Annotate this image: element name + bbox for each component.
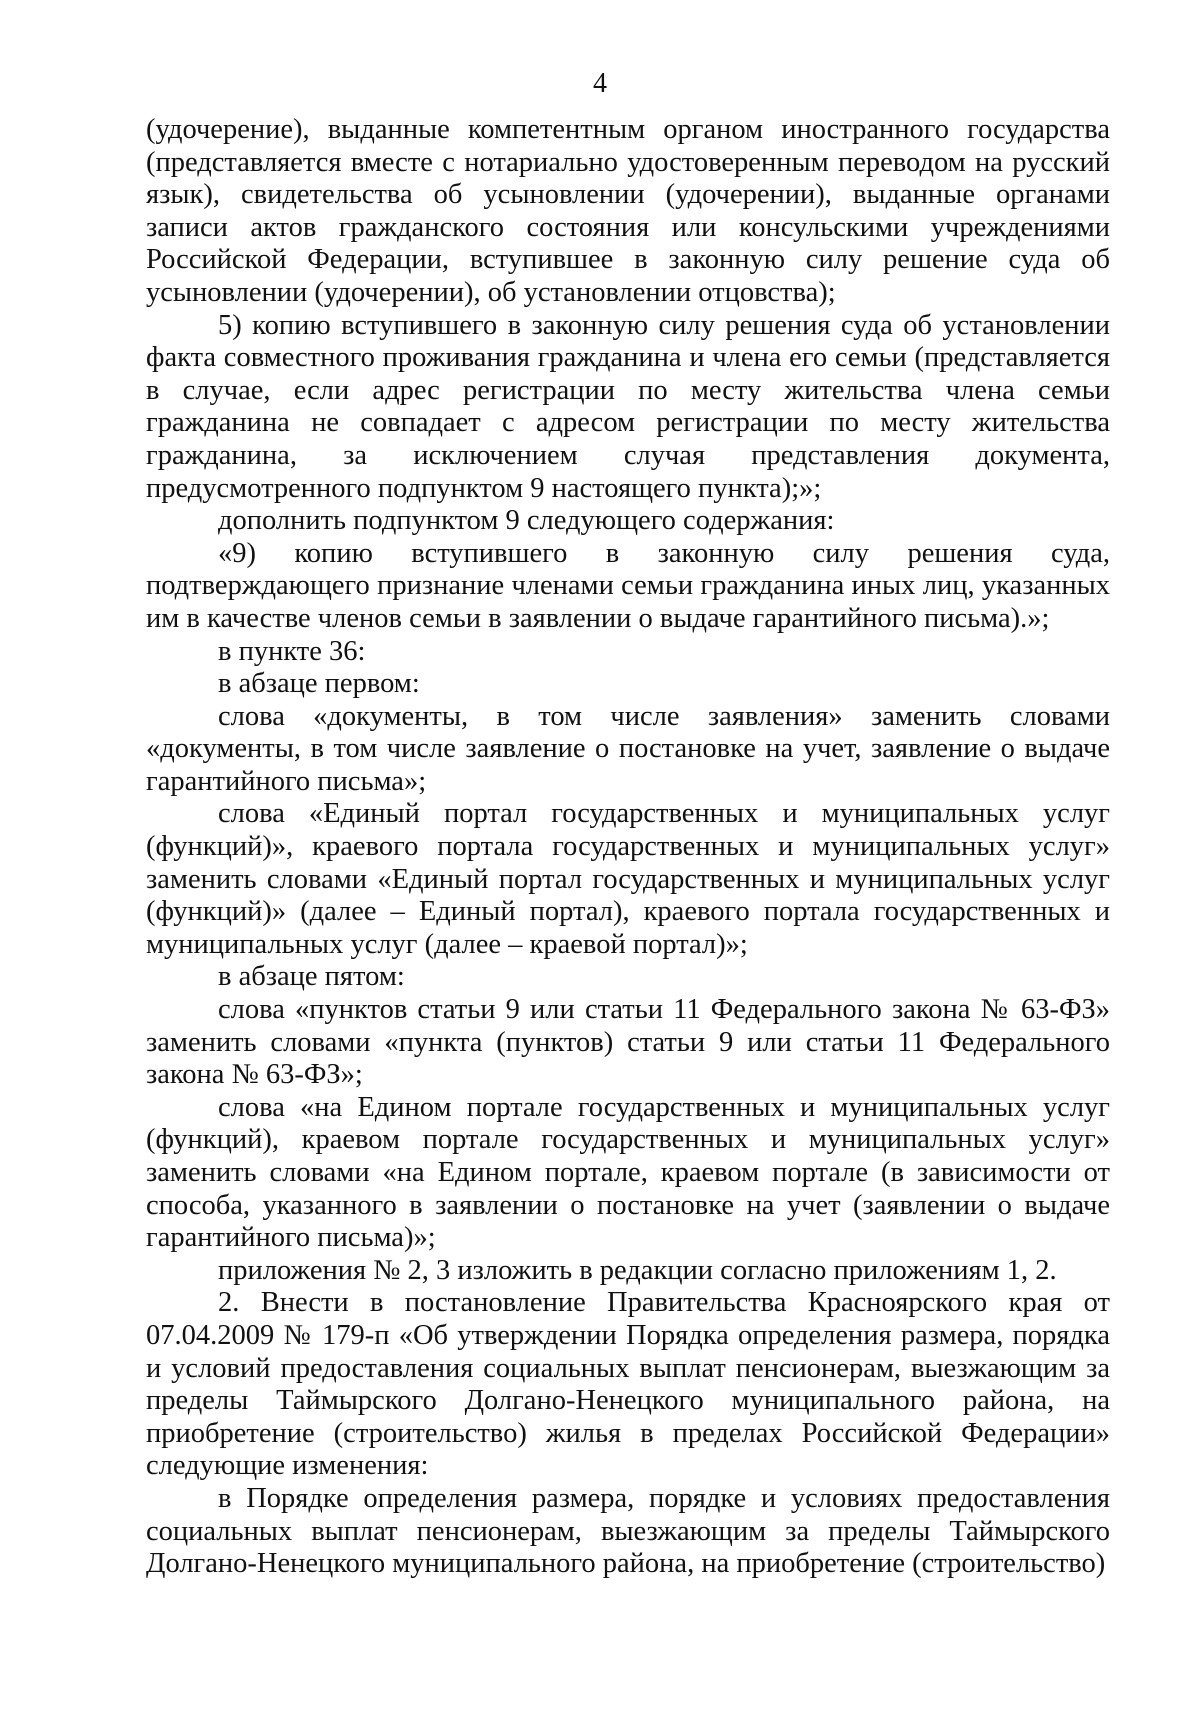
paragraph-14: в Порядке определения размера, порядке и условиях предоставления социальных выплат пенсионерам, выезжающим за пределы Таймырского Долгано-Ненецкого муниципального района, на приобретение (строительство) — [146, 1482, 1110, 1580]
paragraph-1: (удочерение), выданные компетентным органом иностранного государства (представляется вместе с нотариально удостоверенным переводом на русский язык), свидетельства об усыновлении (удочерении), выданные органами записи актов гражданского состояния или консульскими учреждениями Российской Федерации, вступившее в законную силу решение суда об усыновлении (удочерении), об установлении отцовства); — [146, 114, 1110, 308]
paragraph-6: в абзаце первом: — [218, 668, 420, 700]
paragraph-2: 5) копию вступившего в законную силу решения суда об установлении факта совместного проживания гражданина и члена его семьи (представляется в случае, если адрес регистрации по месту жительства члена семьи гражданина не совпадает с адресом регистрации по месту жительства гражданина, за исключением случая представления документа, предусмотренного подпунктом 9 настоящего пункта);»; — [146, 309, 1110, 504]
page-number: 4 — [593, 68, 607, 99]
paragraph-11: слова «на Едином портале государственных и муниципальных услуг (функций), краевом портале государственных и муниципальных услуг» заменить словами «на Едином портале, краевом портале (в зависимости от способа, указанного в заявлении о постановке на учет (заявлении о выдаче гарантийного письма)»; — [146, 1091, 1110, 1254]
paragraph-8: слова «Единый портал государственных и муниципальных услуг (функций)», краевого портала государственных и муниципальных услуг» заменить словами «Единый портал государственных и муниципальных услуг (функций)» (далее – Единый портал), краевого портала государственных и муниципальных услуг (далее – краевой портал)»; — [146, 798, 1110, 960]
paragraph-4: «9) копию вступившего в законную силу решения суда, подтверждающего признание членами семьи гражданина иных лиц, указанных им в качестве членов семьи в заявлении о выдаче гарантийного письма).»; — [146, 537, 1110, 634]
paragraph-9: в абзаце пятом: — [218, 961, 405, 993]
paragraph-7: слова «документы, в том числе заявления» заменить словами «документы, в том числе заявление о постановке на учет, заявление о выдаче гарантийного письма»; — [146, 700, 1110, 797]
paragraph-3: дополнить подпунктом 9 следующего содержания: — [218, 505, 835, 537]
paragraph-10: слова «пунктов статьи 9 или статьи 11 Федерального закона № 63-ФЗ» заменить словами «пункта (пунктов) статьи 9 или статьи 11 Федерального закона № 63-ФЗ»; — [146, 994, 1110, 1091]
document-body — [146, 114, 1110, 1581]
paragraph-12: приложения № 2, 3 изложить в редакции согласно приложениям 1, 2. — [218, 1254, 1057, 1286]
paragraph-5: в пункте 36: — [218, 635, 366, 667]
paragraph-13: 2. Внести в постановление Правительства Красноярского края от 07.04.2009 № 179-п «Об утверждении Порядка определения размера, порядка и условий предоставления социальных выплат пенсионерам, выезжающим за пределы Таймырского Долгано-Ненецкого муниципального района, на приобретение (строительство) жилья в пределах Российской Федерации» следующие изменения: — [146, 1287, 1110, 1482]
